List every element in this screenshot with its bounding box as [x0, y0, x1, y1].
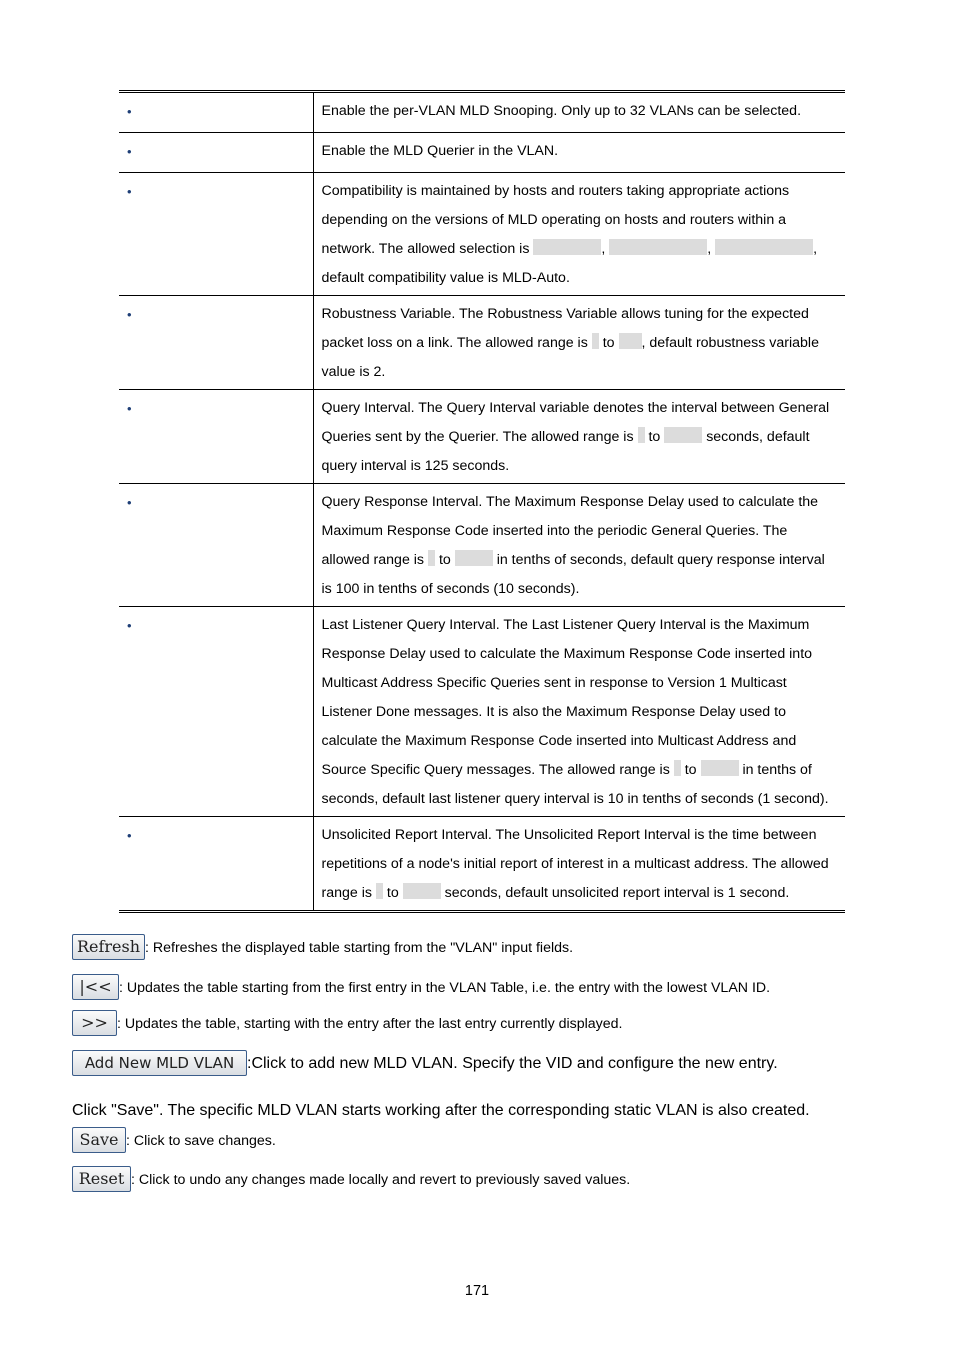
- description-text: Maximum Response Code inserted into the periodic General Queries. The: [321, 523, 788, 539]
- redacted-value: [715, 239, 813, 255]
- description-text: Multicast Address Specific Queries sent in response to Version 1 Multicast: [321, 675, 787, 691]
- bullet: •: [127, 104, 132, 119]
- description-cell: [313, 817, 845, 912]
- table-row: [119, 607, 845, 817]
- parameter-table: [119, 90, 845, 913]
- description-text: Query Interval. The Query Interval variable denotes the interval between General: [321, 400, 830, 416]
- redacted-value: [455, 550, 493, 566]
- description-text: in tenths of: [742, 762, 812, 778]
- table-row: [119, 484, 845, 607]
- description-text: Robustness Variable. The Robustness Variable allows tuning for the expected: [321, 306, 809, 322]
- redacted-value: [701, 760, 739, 776]
- description-text: seconds, default: [706, 429, 810, 445]
- bullet: •: [127, 184, 132, 199]
- description-text: to: [386, 885, 399, 901]
- description-text: in tenths of seconds, default query response interval: [496, 552, 825, 568]
- description-cell: [313, 92, 845, 133]
- add-new-description: [72, 1050, 778, 1076]
- parameter-cell: [119, 296, 313, 390]
- description-cell: [313, 390, 845, 484]
- bullet: •: [127, 618, 132, 633]
- redacted-value: [664, 427, 702, 443]
- description-line: [322, 329, 842, 358]
- save-button[interactable]: Save: [72, 1127, 126, 1153]
- description-line: [322, 546, 842, 575]
- first-page-text: : Updates the table starting from the first entry in the VLAN Table, i.e. the entry with the lowest VLAN ID.: [119, 980, 771, 996]
- next-page-description: [72, 1010, 623, 1036]
- description-text: Source Specific Query messages. The allowed range is: [321, 762, 670, 778]
- bullet: •: [127, 495, 132, 510]
- parameter-cell: [119, 607, 313, 817]
- description-text: Last Listener Query Interval. The Last Listener Query Interval is the Maximum: [321, 617, 810, 633]
- table-row: [119, 296, 845, 390]
- first-page-button[interactable]: |<<: [72, 974, 119, 1000]
- page-number: 171: [464, 1283, 490, 1299]
- description-text: default compatibility value is MLD-Auto.: [321, 270, 570, 286]
- description-text: calculate the Maximum Response Code inserted into Multicast Address and: [321, 733, 797, 749]
- description-text: query interval is 125 seconds.: [321, 458, 510, 474]
- parameter-cell: [119, 390, 313, 484]
- description-line: [322, 423, 842, 452]
- description-text: , default robustness variable: [641, 335, 819, 351]
- description-text: Listener Done messages. It is also the Maximum Response Delay used to: [321, 704, 786, 720]
- bullet: •: [127, 401, 132, 416]
- table-row: [119, 817, 845, 912]
- add-new-mld-vlan-button[interactable]: Add New MLD VLAN: [72, 1050, 247, 1076]
- description-cell: [313, 173, 845, 296]
- description-text: Unsolicited Report Interval. The Unsolicited Report Interval is the time between: [321, 827, 817, 843]
- reset-text: : Click to undo any changes made locally and revert to previously saved values.: [131, 1172, 631, 1188]
- description-text: depending on the versions of MLD operating on hosts and routers within a: [321, 212, 787, 228]
- redacted-value: [533, 239, 601, 255]
- description-text: Compatibility is maintained by hosts and routers taking appropriate actions: [321, 183, 790, 199]
- description-text: seconds, default last listener query interval is 10 in tenths of seconds (1 second).: [321, 791, 829, 807]
- description-text: is 100 in tenths of seconds (10 seconds).: [321, 581, 580, 597]
- bullet: •: [127, 307, 132, 322]
- redacted-value: [674, 760, 681, 776]
- redacted-value: [638, 427, 645, 443]
- bullet: •: [127, 828, 132, 843]
- add-new-text: :Click to add new MLD VLAN. Specify the VID and configure the new entry.: [247, 1055, 778, 1072]
- description-text: network. The allowed selection is: [321, 241, 530, 257]
- description-text: to: [684, 762, 697, 778]
- parameter-cell: [119, 484, 313, 607]
- description-text: Enable the MLD Querier in the VLAN.: [321, 143, 559, 159]
- redacted-value: [609, 239, 707, 255]
- description-text: Response Delay used to calculate the Maximum Response Code inserted into: [321, 646, 813, 662]
- description-text: to: [602, 335, 615, 351]
- description-text: seconds, default unsolicited report interval is 1 second.: [444, 885, 790, 901]
- reset-description: [72, 1166, 630, 1192]
- save-text: : Click to save changes.: [126, 1133, 276, 1149]
- description-text: allowed range is: [321, 552, 425, 568]
- description-text: to: [438, 552, 451, 568]
- next-page-text: : Updates the table, starting with the entry after the last entry currently displayed.: [117, 1016, 623, 1032]
- parameter-cell: [119, 817, 313, 912]
- redacted-value: [428, 550, 435, 566]
- description-text: Queries sent by the Querier. The allowed range is: [321, 429, 634, 445]
- parameter-cell: [119, 92, 313, 133]
- description-cell: [313, 607, 845, 817]
- save-paragraph: Click "Save". The specific MLD VLAN starts working after the corresponding static VLAN is also created.: [72, 1102, 810, 1119]
- redacted-value: [592, 333, 599, 349]
- redacted-value: [619, 333, 642, 349]
- first-page-description: [72, 974, 770, 1000]
- description-cell: [313, 133, 845, 173]
- table-row: [119, 390, 845, 484]
- description-text: range is: [321, 885, 372, 901]
- description-text: repetitions of a node's initial report of interest in a multicast address. The allowed: [321, 856, 829, 872]
- description-text: Enable the per-VLAN MLD Snooping. Only up to 32 VLANs can be selected.: [321, 103, 802, 119]
- redacted-value: [403, 883, 441, 899]
- refresh-description: [72, 934, 573, 960]
- table-row: [119, 173, 845, 296]
- reset-button[interactable]: Reset: [72, 1166, 131, 1192]
- table-row: [119, 92, 845, 133]
- refresh-text: : Refreshes the displayed table starting from the "VLAN" input fields.: [145, 940, 574, 956]
- parameter-cell: [119, 173, 313, 296]
- description-text: to: [648, 429, 661, 445]
- description-cell: [313, 484, 845, 607]
- next-page-button[interactable]: >>: [72, 1010, 117, 1036]
- refresh-button[interactable]: Refresh: [72, 934, 145, 960]
- redacted-value: [376, 883, 383, 899]
- description-text: value is 2.: [321, 364, 386, 380]
- parameter-cell: [119, 133, 313, 173]
- table-row: [119, 133, 845, 173]
- save-description: [72, 1127, 276, 1153]
- description-line: [322, 879, 842, 908]
- description-line: [322, 756, 842, 785]
- description-text: packet loss on a link. The allowed range is: [321, 335, 588, 351]
- bullet: •: [127, 144, 132, 159]
- description-line: network. The allowed selection is , , ,: [321, 241, 818, 257]
- description-text: Query Response Interval. The Maximum Response Delay used to calculate the: [321, 494, 819, 510]
- description-cell: [313, 296, 845, 390]
